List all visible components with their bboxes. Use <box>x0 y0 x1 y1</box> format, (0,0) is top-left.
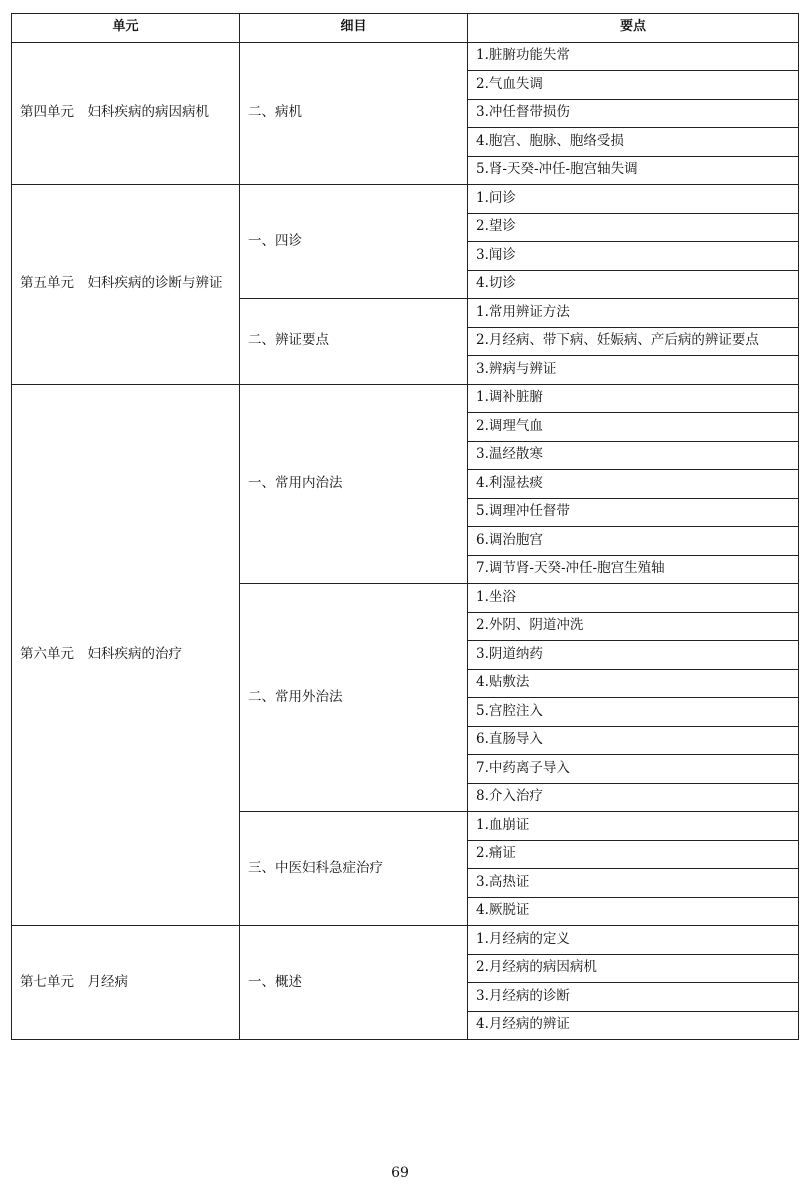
point-cell: 3.辨病与辨证 <box>468 356 799 385</box>
point-cell: 1.月经病的定义 <box>468 926 799 955</box>
point-cell: 5.调理冲任督带 <box>468 498 799 527</box>
point-cell: 5.肾-天癸-冲任-胞宫轴失调 <box>468 156 799 185</box>
point-cell: 4.胞宫、胞脉、胞络受损 <box>468 128 799 157</box>
point-cell: 2.望诊 <box>468 213 799 242</box>
header-points: 要点 <box>468 14 799 43</box>
table-row <box>12 926 799 955</box>
point-cell: 1.血崩证 <box>468 812 799 841</box>
unit-cell: 第四单元 妇科疾病的病因病机 <box>12 42 240 185</box>
subsection-cell: 二、病机 <box>240 42 468 185</box>
point-cell: 6.直肠导入 <box>468 726 799 755</box>
point-cell: 2.调理气血 <box>468 413 799 442</box>
header-unit: 单元 <box>12 14 240 43</box>
page-number: 69 <box>391 1165 409 1181</box>
point-cell: 1.调补脏腑 <box>468 384 799 413</box>
point-cell: 4.利湿祛痰 <box>468 470 799 499</box>
point-cell: 1.问诊 <box>468 185 799 214</box>
point-cell: 3.闻诊 <box>468 242 799 271</box>
point-cell: 4.切诊 <box>468 270 799 299</box>
unit-cell: 第七单元 月经病 <box>12 926 240 1040</box>
point-cell: 2.月经病的病因病机 <box>468 954 799 983</box>
subsection-cell: 一、常用内治法 <box>240 384 468 584</box>
subsection-cell: 一、四诊 <box>240 185 468 299</box>
point-cell: 3.冲任督带损伤 <box>468 99 799 128</box>
point-cell: 8.介入治疗 <box>468 783 799 812</box>
point-cell: 4.贴敷法 <box>468 669 799 698</box>
point-cell: 2.外阴、阴道冲洗 <box>468 612 799 641</box>
point-cell: 5.宫腔注入 <box>468 698 799 727</box>
subsection-cell: 二、常用外治法 <box>240 584 468 812</box>
point-cell: 1.坐浴 <box>468 584 799 613</box>
syllabus-table <box>11 13 799 1040</box>
point-cell: 2.月经病、带下病、妊娠病、产后病的辨证要点 <box>468 327 799 356</box>
header-subsection: 细目 <box>240 14 468 43</box>
point-cell: 2.气血失调 <box>468 71 799 100</box>
point-cell: 2.痛证 <box>468 840 799 869</box>
point-cell: 3.温经散寒 <box>468 441 799 470</box>
point-cell: 3.阴道纳药 <box>468 641 799 670</box>
unit-cell: 第五单元 妇科疾病的诊断与辨证 <box>12 185 240 385</box>
unit-cell: 第六单元 妇科疾病的治疗 <box>12 384 240 926</box>
table-row <box>12 185 799 214</box>
table-row <box>12 384 799 413</box>
point-cell: 4.厥脱证 <box>468 897 799 926</box>
point-cell: 4.月经病的辨证 <box>468 1011 799 1040</box>
subsection-cell: 一、概述 <box>240 926 468 1040</box>
table-body <box>12 42 799 1040</box>
point-cell: 3.高热证 <box>468 869 799 898</box>
subsection-cell: 三、中医妇科急症治疗 <box>240 812 468 926</box>
header-row <box>12 14 799 43</box>
point-cell: 1.常用辨证方法 <box>468 299 799 328</box>
point-cell: 3.月经病的诊断 <box>468 983 799 1012</box>
point-cell: 7.调节肾-天癸-冲任-胞宫生殖轴 <box>468 555 799 584</box>
point-cell: 6.调治胞宫 <box>468 527 799 556</box>
table-row <box>12 42 799 71</box>
point-cell: 1.脏腑功能失常 <box>468 42 799 71</box>
subsection-cell: 二、辨证要点 <box>240 299 468 385</box>
point-cell: 7.中药离子导入 <box>468 755 799 784</box>
